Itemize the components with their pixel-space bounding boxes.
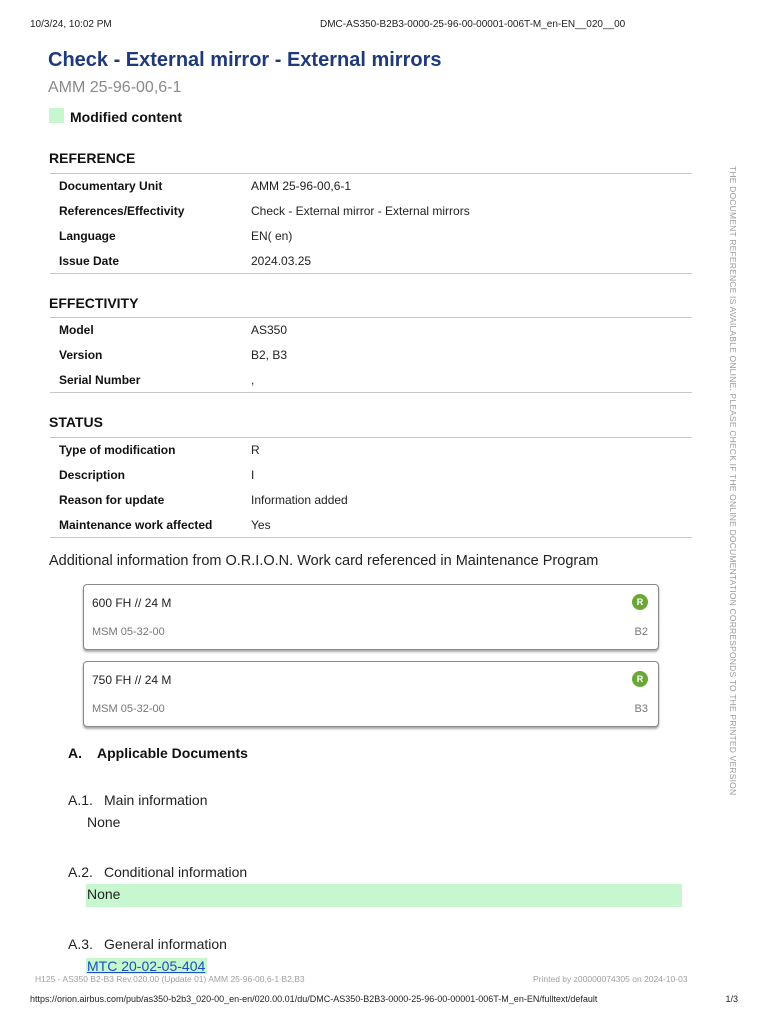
row-key: Language xyxy=(59,229,116,243)
row-value: I xyxy=(251,468,255,482)
mtc-reference-link[interactable]: MTC 20-02-05-404 xyxy=(87,958,206,974)
effectivity-table xyxy=(50,317,692,393)
subsection-title: Main information xyxy=(104,792,208,808)
row-key: References/Effectivity xyxy=(59,204,185,218)
row-value: EN( en) xyxy=(251,229,293,243)
orion-intro-text: Additional information from O.R.I.O.N. Work card referenced in Maintenance Program xyxy=(49,553,599,569)
row-value: AS350 xyxy=(251,323,288,338)
work-card-version: B2 xyxy=(634,626,648,638)
table-row xyxy=(50,343,692,368)
row-value: R xyxy=(251,443,260,458)
status-table xyxy=(50,437,692,538)
modified-content-label: Modified content xyxy=(70,109,182,125)
table-row xyxy=(50,249,692,274)
row-value: Information added xyxy=(251,493,348,507)
table-row xyxy=(50,368,692,393)
reference-heading: REFERENCE xyxy=(49,150,136,166)
page-number: 1/3 xyxy=(725,994,738,1004)
subsection-title: General information xyxy=(104,936,227,952)
subsection-number: A.3. xyxy=(68,936,93,952)
subsection-title: Conditional information xyxy=(104,864,248,880)
row-value: AMM 25-96-00,6-1 xyxy=(251,179,352,194)
row-key: Documentary Unit xyxy=(59,179,163,194)
table-row xyxy=(50,318,692,343)
work-card-version: B3 xyxy=(634,703,648,715)
modified-content-swatch xyxy=(49,108,64,123)
online-reference-watermark: THE DOCUMENT REFERENCE IS AVAILABLE ONLINE. PLEASE CHECK IF THE ONLINE DOCUMENTATION CORRESPONDS TO THE PRINTED VERSION xyxy=(728,166,738,796)
row-key: Maintenance work affected xyxy=(59,517,213,532)
conditional-information-body: None xyxy=(87,886,121,902)
work-card-interval: 600 FH // 24 M xyxy=(92,596,172,610)
work-card-interval: 750 FH // 24 M xyxy=(92,673,172,687)
subsection-number: A.2. xyxy=(68,864,93,880)
section-title: Applicable Documents xyxy=(97,745,248,761)
row-value: Check - External mirror - External mirrors xyxy=(251,204,470,218)
status-heading: STATUS xyxy=(49,414,103,430)
row-key: Description xyxy=(59,468,126,482)
main-information-heading xyxy=(68,792,208,808)
conditional-information-heading xyxy=(68,864,247,880)
work-card[interactable] xyxy=(83,661,659,727)
row-value: , xyxy=(251,372,255,387)
table-row xyxy=(50,224,692,249)
row-key: Model xyxy=(59,323,94,338)
modified-content-highlight xyxy=(86,884,682,907)
work-card-reference: MSM 05-32-00 xyxy=(92,626,165,638)
row-value: B2, B3 xyxy=(251,348,288,362)
main-information-body: None xyxy=(87,814,121,830)
footer-document-info: H125 - AS350 B2-B3 Rev.020.00 (Update 01) AMM 25-96-00,6-1 B2,B3 xyxy=(35,974,305,984)
print-doc-code: DMC-AS350-B2B3-0000-25-96-00-00001-006T-M_en-EN__020__00 xyxy=(320,19,626,30)
table-row xyxy=(50,463,692,488)
row-value: Yes xyxy=(251,517,271,532)
section-number: A. xyxy=(68,745,82,761)
row-value: 2024.03.25 xyxy=(251,253,312,268)
revision-badge: R xyxy=(632,671,648,687)
applicable-documents-heading xyxy=(68,745,248,761)
work-card-reference: MSM 05-32-00 xyxy=(92,703,165,715)
table-row xyxy=(50,513,692,538)
reference-table xyxy=(50,173,692,274)
row-key: Issue Date xyxy=(59,253,120,268)
page-title: Check - External mirror - External mirrors xyxy=(48,49,442,71)
table-row xyxy=(50,438,692,463)
print-datetime: 10/3/24, 10:02 PM xyxy=(30,19,112,30)
subsection-number: A.1. xyxy=(68,792,93,808)
table-row xyxy=(50,174,692,199)
row-key: Serial Number xyxy=(59,372,141,387)
table-row xyxy=(50,488,692,513)
footer-printed-by: Printed by z00000074305 on 2024-10-03 xyxy=(533,974,688,984)
print-header xyxy=(30,19,738,33)
row-key: Version xyxy=(59,348,103,362)
row-key: Type of modification xyxy=(59,443,176,458)
page-subtitle: AMM 25-96-00,6-1 xyxy=(48,79,182,96)
print-url: https://orion.airbus.com/pub/as350-b2b3_020-00_en-en/020.00.01/du/DMC-AS350-B2B3-0000-25-96-00-00001-006T-M_en-EN/fulltext/default xyxy=(30,994,598,1004)
revision-badge: R xyxy=(632,594,648,610)
general-information-heading xyxy=(68,936,227,952)
table-row xyxy=(50,199,692,224)
effectivity-heading: EFFECTIVITY xyxy=(49,295,139,311)
row-key: Reason for update xyxy=(59,493,165,507)
work-card[interactable] xyxy=(83,584,659,650)
